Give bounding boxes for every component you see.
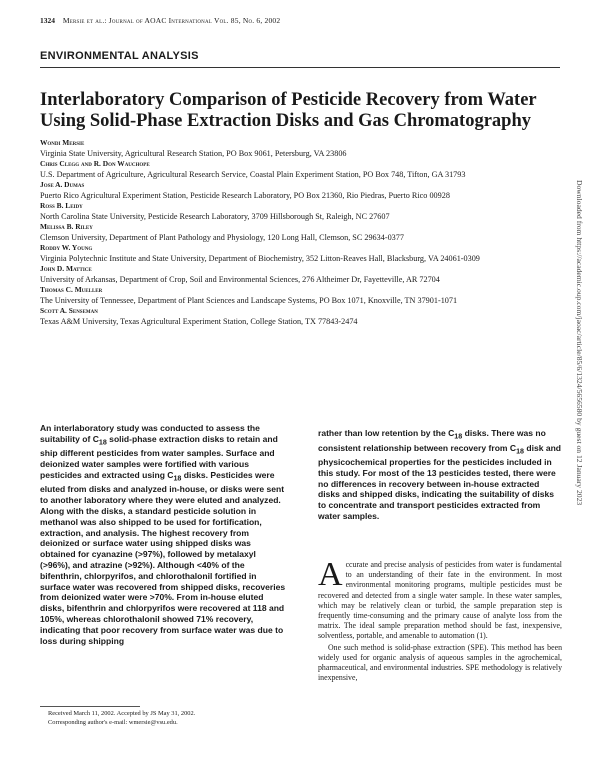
abstract-right-column — [318, 428, 563, 522]
subscript: 18 — [173, 474, 182, 483]
author-name: John D. Mattice — [40, 264, 92, 273]
author-affiliation: North Carolina State University, Pesticide Research Laboratory, 3709 Hillsborough St, Raleigh, NC 27607 — [40, 211, 390, 221]
footnote-divider — [40, 706, 140, 707]
author-affiliation: University of Arkansas, Department of Crop, Soil and Environmental Sciences, 276 Altheimer Dr, Fayetteville, AR 72704 — [40, 274, 440, 284]
running-head — [40, 16, 280, 25]
body-paragraph: One such method is solid-phase extraction (SPE). This method has been widely used for organic analysis of aqueous samples in the agrochemical, pharmaceutical, and environmental industries. SPE methodology is relatively inexpensive, — [318, 642, 562, 683]
abstract-text: disks. There was no consistent relationship between recovery from C — [318, 428, 546, 453]
author-affiliation: Puerto Rico Agricultural Experiment Station, Pesticide Research Laboratory, PO Box 21360, Rio Piedras, Puerto Rico 00928 — [40, 190, 450, 200]
download-watermark — [572, 180, 586, 600]
author-affiliation: Virginia Polytechnic Institute and State University, Department of Biochemistry, 352 Litton-Reaves Hall, Blacksburg, VA 24061-0309 — [40, 253, 480, 263]
author-name: Wondi Mersie — [40, 138, 85, 147]
author-list — [40, 138, 545, 327]
author-affiliation: Texas A&M University, Texas Agricultural Experiment Station, College Station, TX 77843-2474 — [40, 316, 358, 326]
abstract-text: disks. Pesticides were eluted from disks and analyzed in-house, or disks were sent to another laboratory where they were eluted and analyzed. Along with the disks, a standard pesticide solution in methanol was also shipped to be used for fortification, extraction, and analysis. The highest recovery from deionized or surface water using shipped disks was obtained for cyanazine (>97%), followed by metalaxyl (>96%), and atrazine (>92%). Although <40% of the bifenthrin, chlorpyrifos, and chlorothalonil fortified in surface water was recovered from shipped disks, recoveries from deionized water were >70%. From in-house eluted disks, bifenthrin and chlorpyrifos were recovered at 118 and 105%, whereas chlorothalonil showed 71% recovery, indicating that poor recovery from surface water was due to loss during shipping — [40, 469, 286, 646]
abstract-text: disk and physicochemical properties for the pesticides included in this study. For most of the 13 pesticides tested, there were no differences in recovery between in-house extracted disks and shipped disks, indicating the suitability of disks to concentrate and transport pesticides extracted from water samples. — [318, 442, 562, 521]
journal-citation: Mersie et al.: Journal of AOAC International Vol. 85, No. 6, 2002 — [62, 16, 281, 25]
received-note: Received March 11, 2002. Accepted by JS May 31, 2002. — [48, 710, 196, 717]
abstract-text: rather than low retention by the C — [318, 428, 455, 438]
author-affiliation: The University of Tennessee, Department of Plant Sciences and Landscape Systems, PO Box 1071, Knoxville, TN 37901-1071 — [40, 295, 458, 305]
author-affiliation: Virginia State University, Agricultural Research Station, PO Box 9061, Petersburg, VA 23806 — [40, 148, 347, 158]
abstract-text: solid-phase extraction disks to retain and ship different pesticides from water samples. Surface and deionized water samples were fortified with various pesticides and extracted using C — [40, 433, 278, 480]
body-paragraph — [318, 556, 562, 642]
abstract-left-column — [40, 423, 287, 646]
footnotes — [48, 710, 195, 727]
author-name: Jose A. Dumas — [40, 180, 85, 189]
corresponding-email: Corresponding author's e-mail: wmersie@vsu.edu. — [48, 718, 178, 726]
section-label: ENVIRONMENTAL ANALYSIS — [40, 50, 199, 62]
subscript: 18 — [516, 447, 524, 456]
author-affiliation: Clemson University, Department of Plant Pathology and Physiology, 120 Long Hall, Clemson, SC 29634-0377 — [40, 232, 404, 242]
drop-cap: A — [318, 556, 343, 593]
section-divider — [40, 67, 560, 68]
subscript: 18 — [454, 432, 463, 441]
author-name: Thomas C. Mueller — [40, 285, 103, 294]
paragraph-text: ccurate and precise analysis of pesticides from water is fundamental to an understanding of their fate in the environment. In most environmental monitoring programs, multiple pesticides must be recovered and detected from a single water sample. In these water samples, which may be relatively clean or turbid, the sample preparation step is frequently time-consuming and the primary cause of analyte loss from the matrix. The ideal sample preparation method should be fast, inexpensive, solventless, portable, and amenable to automation (1). — [318, 560, 562, 641]
watermark-text: Downloaded from https://academic.oup.com/jaoac/article/85/6/1324/5656580 by guest on 12 January 2023 — [575, 180, 584, 506]
author-name: Ross B. Leidy — [40, 201, 83, 210]
author-name: Roddy W. Young — [40, 243, 93, 252]
author-name: Scott A. Senseman — [40, 306, 98, 315]
subscript: 18 — [98, 438, 107, 447]
author-name: Melissa B. Riley — [40, 222, 93, 231]
article-title: Interlaboratory Comparison of Pesticide Recovery from Water Using Solid-Phase Extraction Disks and Gas Chromatography — [40, 90, 537, 131]
abstract-text: An interlaboratory study was conducted to assess the suitability of C — [40, 423, 260, 444]
page-number: 1324 — [40, 16, 55, 25]
author-name: Chris Clegg and R. Don Wauchope — [40, 159, 150, 168]
body-text-column — [318, 556, 562, 683]
author-affiliation: U.S. Department of Agriculture, Agricultural Research Service, Coastal Plain Experiment Station, PO Box 748, Tifton, GA 31793 — [40, 169, 466, 179]
